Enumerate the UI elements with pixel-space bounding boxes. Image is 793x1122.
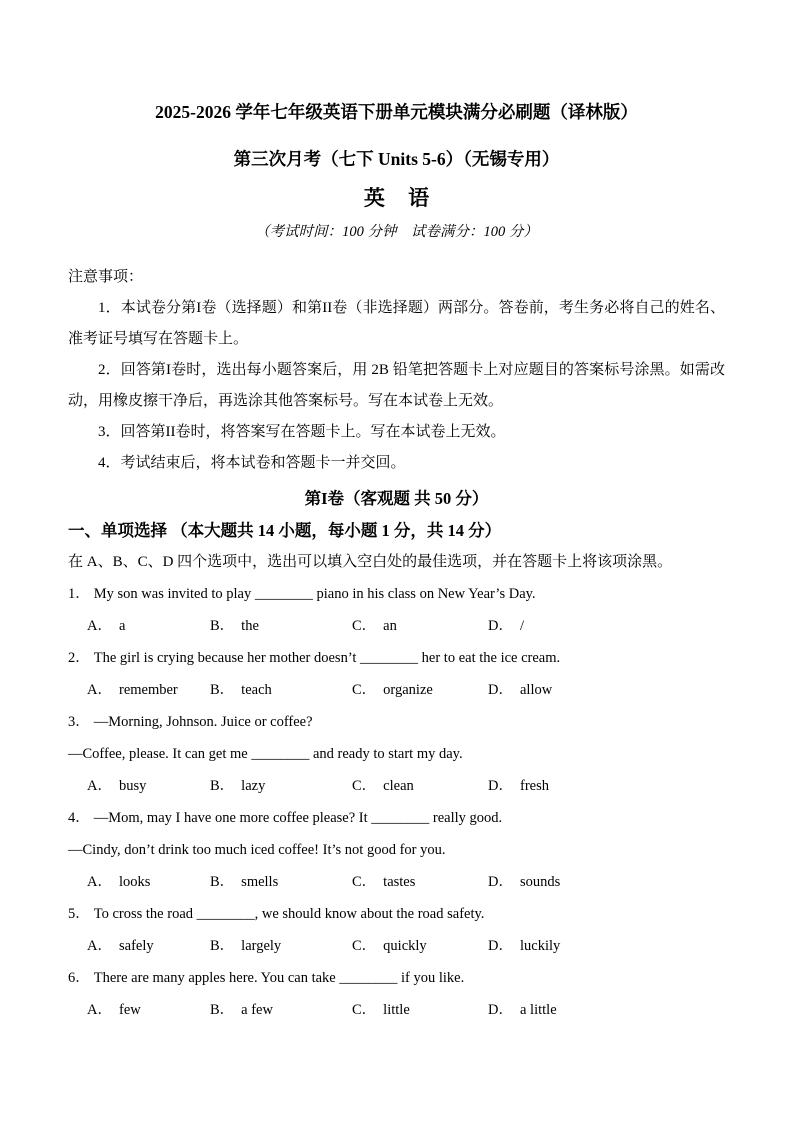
options-row [68, 994, 725, 1026]
question-stem-line [68, 898, 725, 930]
option-label: A． [87, 1002, 112, 1018]
option-d [488, 770, 725, 802]
option-d [488, 674, 725, 706]
question-3 [68, 706, 725, 802]
option-text: tastes [383, 874, 416, 890]
option-label: A． [87, 938, 112, 954]
option-text: safely [118, 938, 154, 954]
option-a [87, 994, 210, 1026]
option-label: B． [210, 618, 235, 634]
question-5 [68, 898, 725, 962]
question-text: There are many apples here. You can take ________ if you like. [93, 970, 465, 986]
question-2 [68, 642, 725, 706]
question-stem-line [68, 802, 725, 834]
section1-title: 一、单项选择 （本大题共 14 小题，每小题 1 分，共 14 分） [68, 521, 502, 540]
option-text: luckily [519, 938, 561, 954]
option-text: teach [241, 682, 272, 698]
option-text: / [519, 618, 525, 634]
option-text: remember [118, 682, 178, 698]
question-number: 4． [68, 810, 90, 826]
page-title-line-2: 第三次月考（七下 Units 5-6）（无锡专用） [233, 149, 560, 169]
question-1 [68, 578, 725, 642]
part1-title: 第I卷（客观题 共 50 分） [304, 489, 489, 508]
question-number: 6． [68, 970, 90, 986]
question-text: —Cindy, don’t drink too much iced coffee! It’s not good for you. [68, 842, 446, 858]
option-text: organize [383, 682, 433, 698]
notes-section [68, 262, 725, 479]
option-label: C． [352, 618, 377, 634]
option-c [352, 994, 488, 1026]
option-label: C． [352, 778, 377, 794]
option-b [210, 994, 352, 1026]
question-text: —Mom, may I have one more coffee please? It ________ really good. [93, 810, 503, 826]
option-text: an [383, 618, 397, 634]
option-a [87, 770, 210, 802]
subject-title: 英 语 [363, 186, 439, 210]
option-a [87, 930, 210, 962]
option-text: lazy [241, 778, 266, 794]
question-stem-line [68, 642, 725, 674]
question-text: —Morning, Johnson. Juice or coffee? [93, 714, 313, 730]
option-text: a little [519, 1002, 557, 1018]
option-label: A． [87, 874, 112, 890]
option-label: A． [87, 778, 112, 794]
notes-header: 注意事项： [68, 269, 144, 285]
note-item-3: 3．回答第II卷时，将答案写在答题卡上。写在本试卷上无效。 [98, 424, 506, 440]
question-number: 5． [68, 906, 90, 922]
exam-info-line: （考试时间：100 分钟 试卷满分：100 分） [255, 224, 538, 240]
option-text: a few [241, 1002, 273, 1018]
question-text: The girl is crying because her mother doesn’t ________ her to eat the ice cream. [93, 650, 561, 666]
option-text: few [118, 1002, 141, 1018]
option-text: clean [383, 778, 414, 794]
question-stem-line [68, 578, 725, 610]
question-text: To cross the road ________, we should know about the road safety. [93, 906, 485, 922]
option-text: smells [241, 874, 279, 890]
option-d [488, 866, 725, 898]
question-text: My son was invited to play ________ piano in his class on New Year’s Day. [93, 586, 536, 602]
option-label: D． [488, 778, 513, 794]
option-text: allow [519, 682, 553, 698]
option-text: the [241, 618, 259, 634]
option-text: busy [118, 778, 147, 794]
note-item-2: 2．回答第I卷时，选出每小题答案后，用 2B 铅笔把答题卡上对应题目的答案标号涂黑。如需改动，用橡皮擦干净后，再选涂其他答案标号。写在本试卷上无效。 [68, 362, 725, 409]
question-stem-line [68, 962, 725, 994]
question-stem-line [68, 738, 725, 770]
question-4 [68, 802, 725, 898]
options-row [68, 770, 725, 802]
option-b [210, 930, 352, 962]
options-row [68, 610, 725, 642]
page-title-line-1: 2025-2026 学年七年级英语下册单元模块满分必刷题（译林版） [155, 102, 638, 122]
option-label: B． [210, 874, 235, 890]
option-c [352, 866, 488, 898]
option-label: B． [210, 938, 235, 954]
note-item-4: 4．考试结束后，将本试卷和答题卡一并交回。 [98, 455, 406, 471]
option-d [488, 994, 725, 1026]
option-text: little [383, 1002, 410, 1018]
option-label: A． [87, 618, 112, 634]
question-text: —Coffee, please. It can get me ________ and ready to start my day. [68, 746, 463, 762]
section1-instruction: 在 A、B、C、D 四个选项中，选出可以填入空白处的最佳选项，并在答题卡上将该项涂黑。 [68, 554, 673, 570]
options-row [68, 674, 725, 706]
note-item-1: 1．本试卷分第I卷（选择题）和第II卷（非选择题）两部分。答卷前，考生务必将自己的姓名、准考证号填写在答题卡上。 [68, 300, 725, 347]
option-label: B． [210, 682, 235, 698]
option-text: quickly [383, 938, 427, 954]
option-label: B． [210, 778, 235, 794]
option-label: C． [352, 938, 377, 954]
option-label: D． [488, 874, 513, 890]
question-stem-line [68, 706, 725, 738]
options-row [68, 930, 725, 962]
option-a [87, 674, 210, 706]
option-label: B． [210, 1002, 235, 1018]
option-d [488, 610, 725, 642]
option-c [352, 674, 488, 706]
option-text: fresh [519, 778, 549, 794]
question-number: 2． [68, 650, 90, 666]
option-b [210, 770, 352, 802]
question-6 [68, 962, 725, 1026]
option-b [210, 610, 352, 642]
options-row [68, 866, 725, 898]
option-label: D． [488, 938, 513, 954]
option-label: C． [352, 1002, 377, 1018]
option-text: a [118, 618, 126, 634]
question-stem-line [68, 834, 725, 866]
option-text: looks [118, 874, 151, 890]
option-label: A． [87, 682, 112, 698]
option-text: largely [241, 938, 282, 954]
option-d [488, 930, 725, 962]
option-text: sounds [519, 874, 561, 890]
option-label: C． [352, 682, 377, 698]
option-a [87, 866, 210, 898]
option-label: D． [488, 682, 513, 698]
option-b [210, 866, 352, 898]
option-a [87, 610, 210, 642]
option-c [352, 610, 488, 642]
option-b [210, 674, 352, 706]
option-c [352, 770, 488, 802]
option-c [352, 930, 488, 962]
question-number: 1． [68, 586, 90, 602]
question-number: 3． [68, 714, 90, 730]
option-label: D． [488, 618, 513, 634]
option-label: D． [488, 1002, 513, 1018]
option-label: C． [352, 874, 377, 890]
